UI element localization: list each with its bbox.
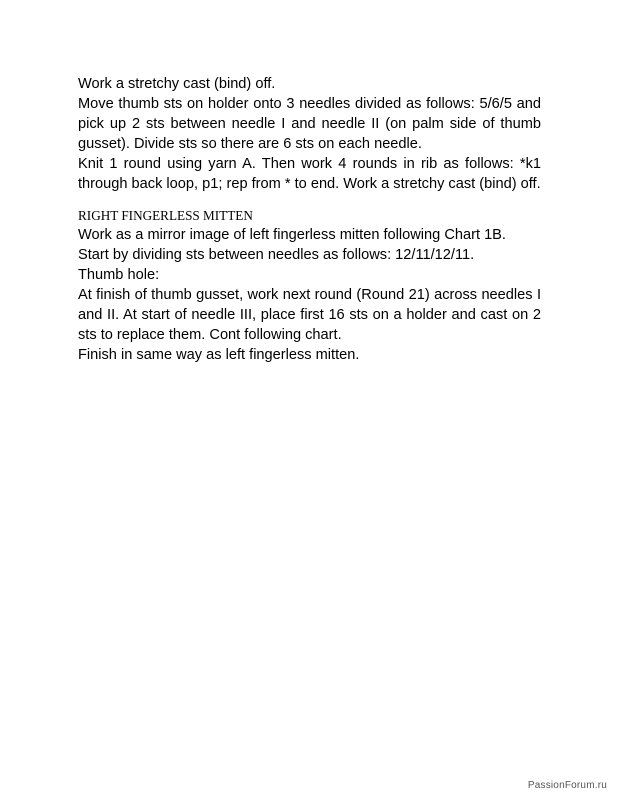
paragraph-mirror-image: Work as a mirror image of left fingerless mitten following Chart 1B. [78,227,506,243]
paragraph-thumb-stitches: Move thumb sts on holder onto 3 needles divided as follows: 5/6/5 and pick up 2 sts between needle I and needle II (on palm side of thumb gusset). Divide sts so there are 6 sts on each needle. [78,96,541,152]
spacer [78,194,541,207]
document-page [78,74,541,365]
paragraph-thumb-hole-label: Thumb hole: [78,267,160,283]
section-heading: RIGHT FINGERLESS MITTEN [78,208,253,223]
watermark-text: PassionForum.ru [527,780,607,791]
paragraph-finish: Finish in same way as left fingerless mitten. [78,347,360,363]
paragraph-dividing-sts: Start by dividing sts between needles as follows: 12/11/12/11. [78,247,475,263]
paragraph-thumb-gusset: At finish of thumb gusset, work next round (Round 21) across needles I and II. At start of needle III, place first 16 sts on a holder and cast on 2 sts to replace them. Cont following chart. [78,287,541,343]
paragraph-rib-rounds: Knit 1 round using yarn A. Then work 4 rounds in rib as follows: *k1 through back loop, p1; rep from * to end. Work a stretchy cast (bind) off. [78,156,541,192]
paragraph-cast-off: Work a stretchy cast (bind) off. [78,76,276,92]
